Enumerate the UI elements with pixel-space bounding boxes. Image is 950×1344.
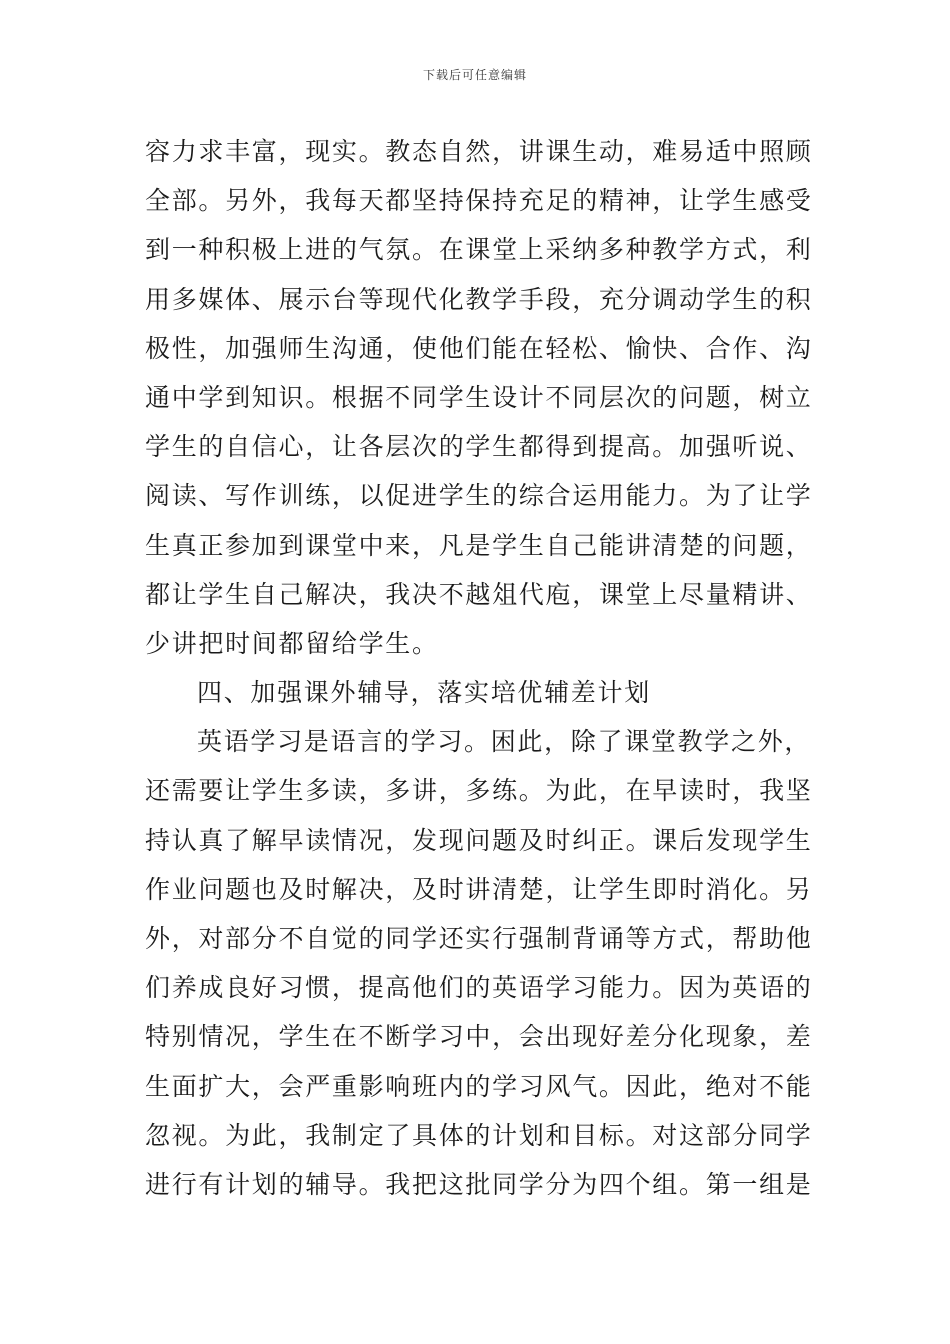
text-line: 生面扩大，会严重影响班内的学习风气。因此，绝对不能 xyxy=(145,1071,813,1101)
text-line: 都让学生自己解决，我决不越俎代庖，课堂上尽量精讲、 xyxy=(145,579,813,609)
text-line: 外，对部分不自觉的同学还实行强制背诵等方式，帮助他 xyxy=(145,924,813,953)
paragraph-first-line: 英语学习是语言的学习。困此，除了课堂教学之外， xyxy=(197,727,812,757)
text-line: 还需要让学生多读，多讲，多练。为此，在早读时，我坚 xyxy=(145,776,813,806)
text-line: 持认真了解早读情况，发现问题及时纠正。课后发现学生 xyxy=(145,825,813,855)
body-text xyxy=(145,127,813,1209)
text-line: 到一种积极上进的气氛。在课堂上采纳多种教学方式，利 xyxy=(145,235,813,265)
text-line: 少讲把时间都留给学生。 xyxy=(145,628,439,658)
header-note: 下载后可任意编辑 xyxy=(422,68,527,82)
text-line: 学生的自信心，让各层次的学生都得到提高。加强听说、 xyxy=(145,432,813,462)
section-heading: 四、加强课外辅导，落实培优辅差计划 xyxy=(197,678,651,708)
text-line: 全部。另外，我每天都坚持保持充足的精神，让学生感受 xyxy=(145,186,813,216)
text-line: 容力求丰富，现实。教态自然，讲课生动，难易适中照顾 xyxy=(145,137,813,166)
text-line: 极性，加强师生沟通，使他们能在轻松、愉快、合作、沟 xyxy=(145,333,813,363)
text-line: 进行有计划的辅导。我把这批同学分为四个组。第一组是 xyxy=(145,1169,813,1199)
text-line: 生真正参加到课堂中来，凡是学生自己能讲清楚的问题， xyxy=(145,530,813,560)
text-line: 特别情况，学生在不断学习中，会出现好差分化现象，差 xyxy=(145,1022,813,1052)
text-line: 作业问题也及时解决，及时讲清楚，让学生即时消化。另 xyxy=(145,874,813,904)
text-line: 通中学到知识。根据不同学生设计不同层次的问题，树立 xyxy=(145,382,813,412)
text-line: 阅读、写作训练，以促进学生的综合运用能力。为了让学 xyxy=(145,481,813,511)
text-line: 用多媒体、展示台等现代化教学手段，充分调动学生的积 xyxy=(145,284,813,314)
text-line: 忽视。为此，我制定了具体的计划和目标。对这部分同学 xyxy=(145,1120,813,1150)
text-line: 们养成良好习惯，提高他们的英语学习能力。因为英语的 xyxy=(145,973,813,1003)
